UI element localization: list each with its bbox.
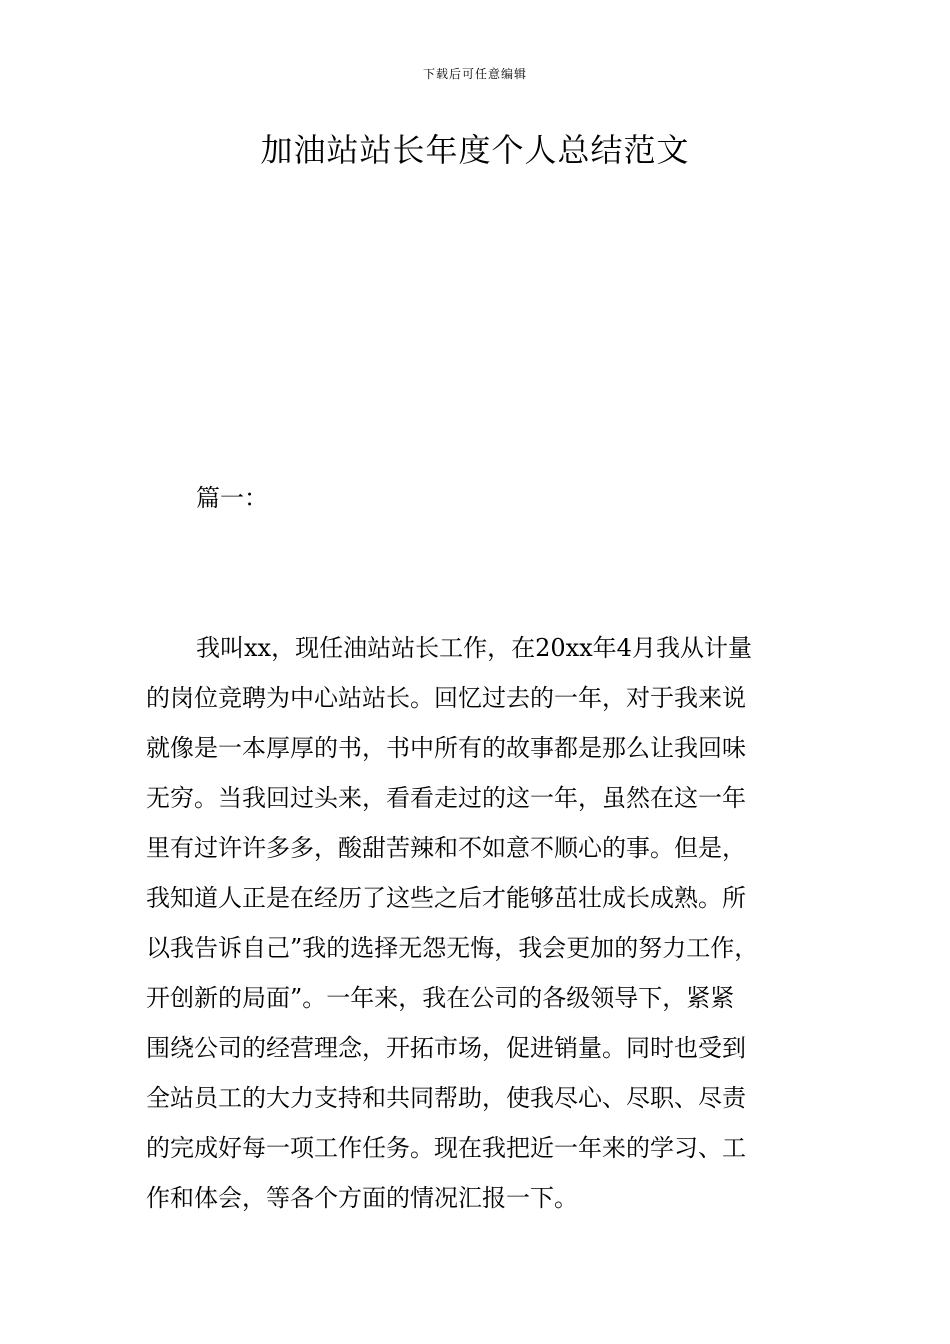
paragraph-line: 作和体会，等各个方面的情况汇报一下。	[146, 1184, 578, 1212]
paragraph-line: 我叫xx，现任油站站长工作，在20xx年4月我从计量	[196, 634, 752, 662]
section-heading: 篇一：	[196, 484, 268, 512]
paragraph-line: 无穷。当我回过头来，看看走过的这一年，虽然在这一年	[146, 784, 746, 812]
paragraph-line: 以我告诉自己”我的选择无怨无悔，我会更加的努力工作，	[146, 934, 759, 962]
paragraph-line: 就像是一本厚厚的书，书中所有的故事都是那么让我回味	[146, 734, 746, 762]
paragraph-line: 的岗位竞聘为中心站站长。回忆过去的一年，对于我来说	[146, 684, 746, 712]
document-title: 加油站站长年度个人总结范文	[260, 131, 690, 169]
body-paragraph	[146, 630, 810, 1230]
paragraph-line: 的完成好每一项工作任务。现在我把近一年来的学习、工	[146, 1134, 746, 1162]
paragraph-line: 全站员工的大力支持和共同帮助，使我尽心、尽职、尽责	[146, 1084, 746, 1112]
paragraph-line: 开创新的局面”。一年来，我在公司的各级领导下，紧紧	[146, 984, 735, 1012]
paragraph-line: 我知道人正是在经历了这些之后才能够茁壮成长成熟。所	[146, 884, 746, 912]
header-note: 下载后可任意编辑	[422, 67, 527, 81]
paragraph-line: 里有过许许多多，酸甜苦辣和不如意不顺心的事。但是，	[146, 834, 746, 862]
paragraph-line: 围绕公司的经营理念，开拓市场，促进销量。同时也受到	[146, 1034, 746, 1062]
